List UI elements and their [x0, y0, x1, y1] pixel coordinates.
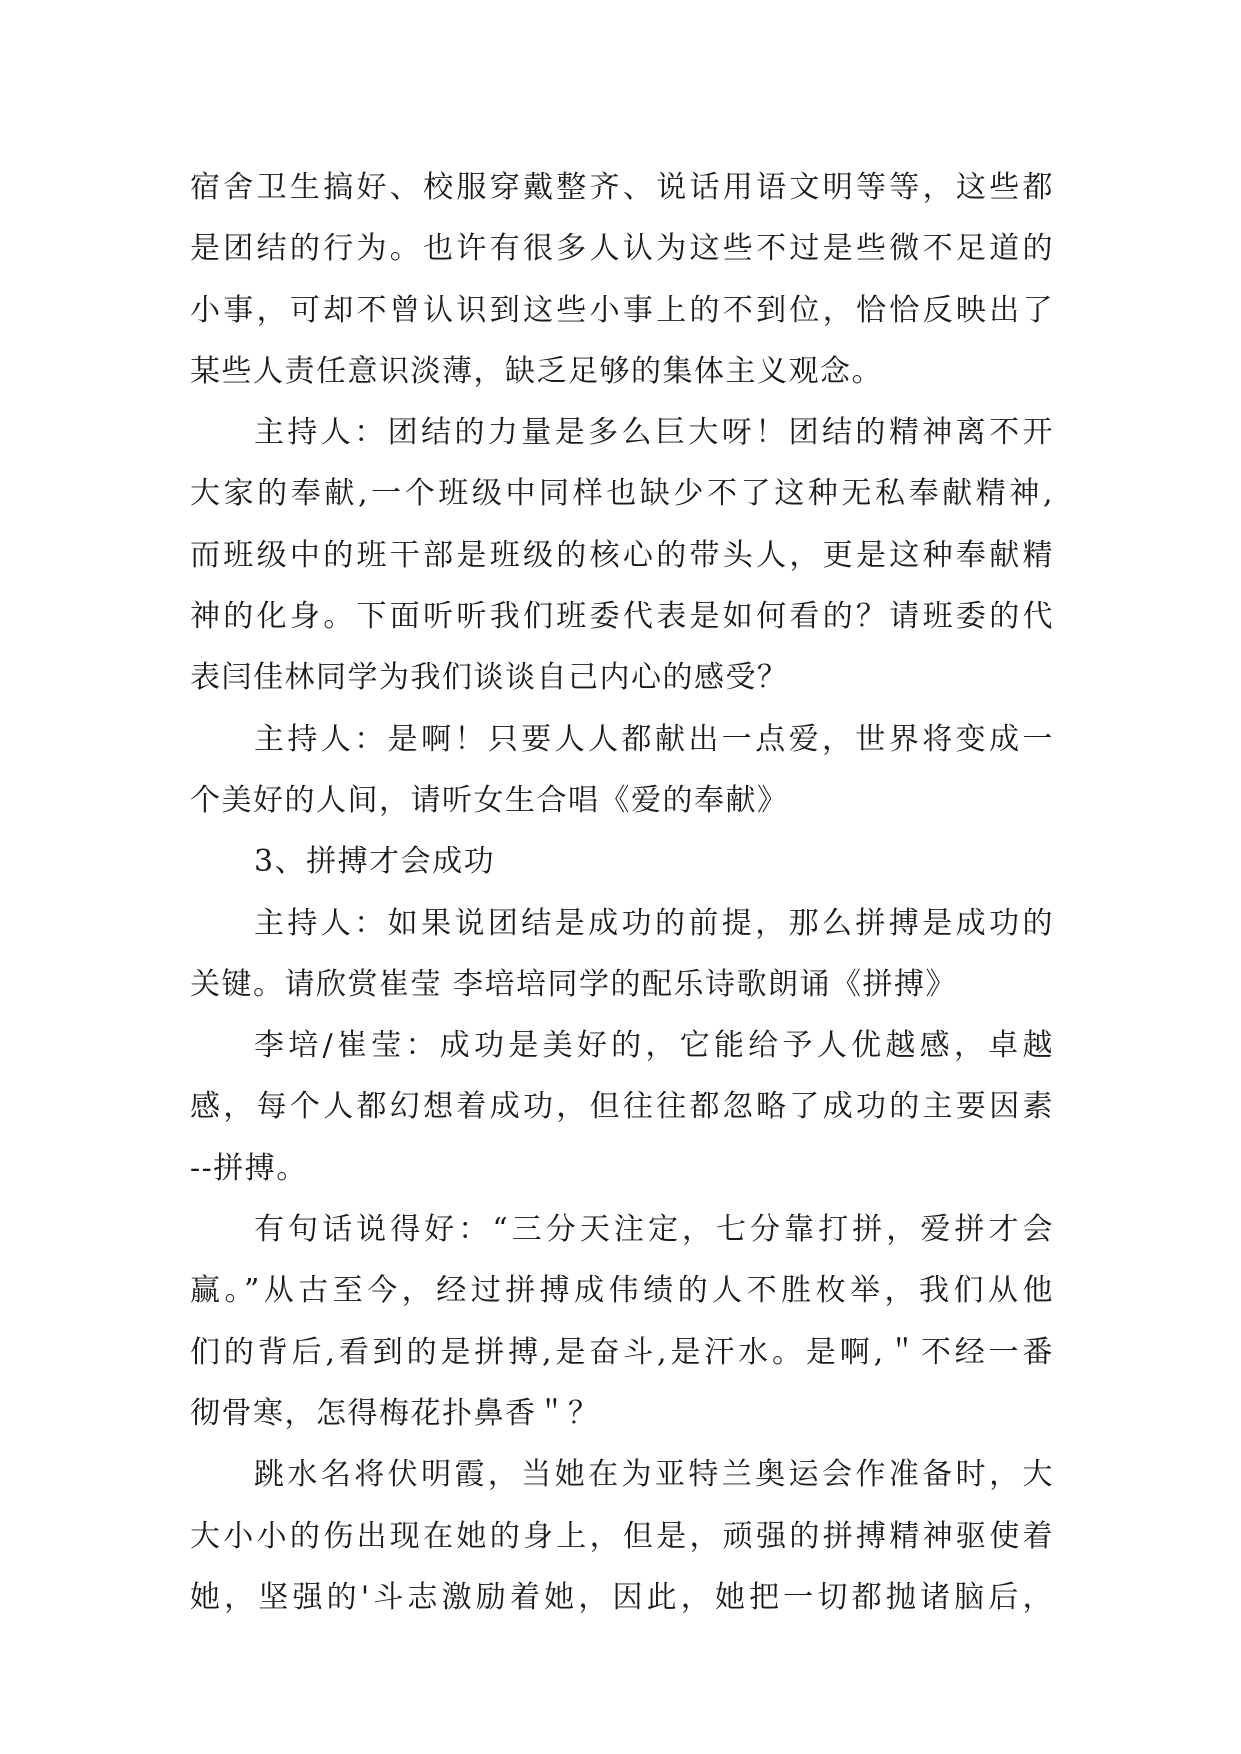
section-heading: 3、拼搏才会成功 — [254, 844, 496, 880]
text-line: 有句话说得好：“三分天注定，七分靠打拼，爱拼才会 — [254, 1212, 1054, 1248]
document-body — [190, 157, 1054, 1628]
text-line: 们的背后,看到的是拼搏,是奋斗,是汗水。是啊,＂不经一番 — [190, 1334, 1054, 1370]
text-line: 个美好的人间，请听女生合唱《爱的奉献》 — [190, 782, 789, 818]
text-line: 她，坚强的'斗志激励着她，因此，她把一切都抛诸脑后， — [190, 1579, 1054, 1615]
text-line: 某些人责任意识淡薄，缺乏足够的集体主义观念。 — [190, 353, 883, 389]
text-line: 主持人：是啊！只要人人都献出一点爱，世界将变成一 — [254, 721, 1054, 757]
text-line: 大小小的伤出现在她的身上，但是，顽强的拼搏精神驱使着 — [190, 1518, 1054, 1554]
text-line: 是团结的行为。也许有很多人认为这些不过是些微不足道的 — [190, 231, 1054, 267]
text-line: 主持人：如果说团结是成功的前提，那么拼搏是成功的 — [254, 905, 1054, 941]
text-line: 李培/崔莹：成功是美好的，它能给予人优越感，卓越 — [254, 1028, 1054, 1064]
text-line: 大家的奉献,一个班级中同样也缺少不了这种无私奉献精神, — [190, 476, 1054, 512]
text-line: 赢。”从古至今，经过拼搏成伟绩的人不胜枚举，我们从他 — [190, 1273, 1054, 1309]
text-line: 彻骨寒，怎得梅花扑鼻香＂？ — [190, 1395, 600, 1431]
text-line: 感，每个人都幻想着成功，但往往都忽略了成功的主要因素 — [190, 1089, 1054, 1125]
text-line: 神的化身。下面听听我们班委代表是如何看的？请班委的代 — [190, 599, 1054, 635]
text-line: 而班级中的班干部是班级的核心的带头人，更是这种奉献精 — [190, 537, 1054, 573]
text-line: 小事，可却不曾认识到这些小事上的不到位，恰恰反映出了 — [190, 292, 1054, 328]
text-line: 关键。请欣赏崔莹 李培培同学的配乐诗歌朗诵《拼搏》 — [190, 966, 958, 1002]
text-line: 主持人：团结的力量是多么巨大呀！团结的精神离不开 — [254, 415, 1054, 451]
text-line: 宿舍卫生搞好、校服穿戴整齐、说话用语文明等等，这些都 — [190, 170, 1054, 205]
text-line: 跳水名将伏明霞，当她在为亚特兰奥运会作准备时，大 — [254, 1457, 1054, 1493]
text-line: 表闫佳林同学为我们谈谈自己内心的感受？ — [190, 660, 789, 696]
text-line: --拼搏。 — [190, 1150, 308, 1186]
